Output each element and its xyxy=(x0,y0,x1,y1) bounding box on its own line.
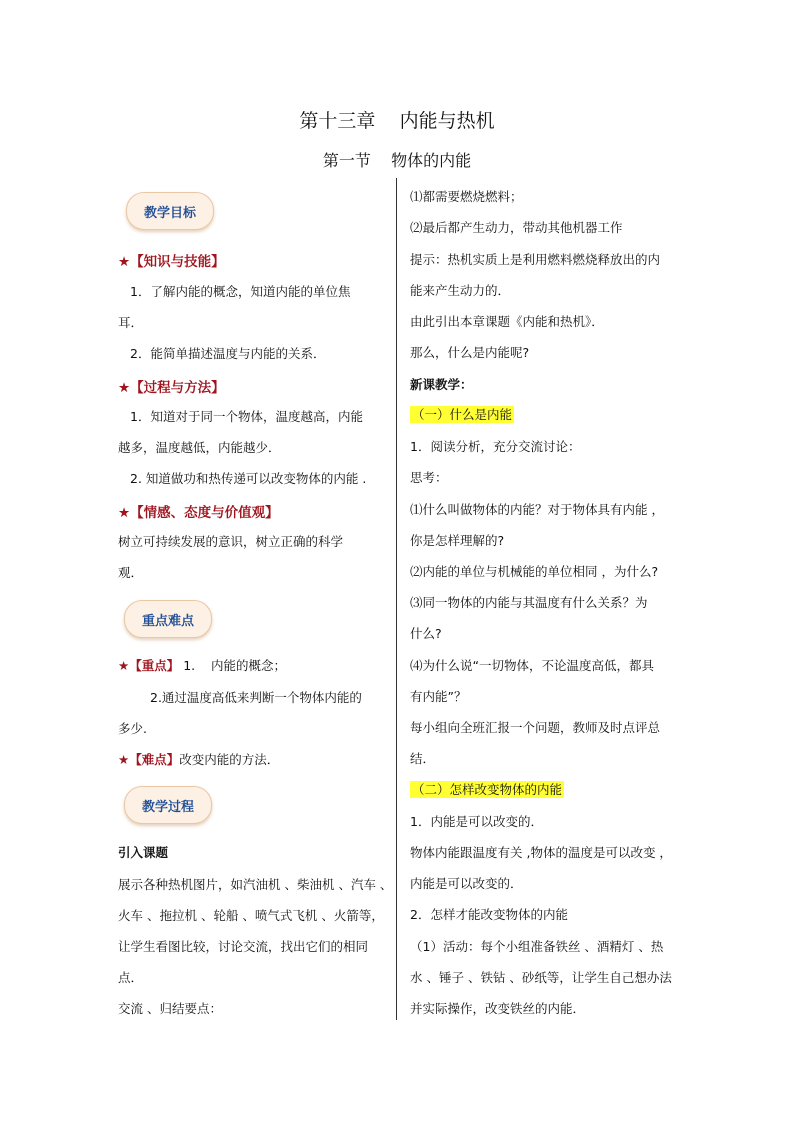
hint-line-cont: 能来产生动力的． xyxy=(410,283,511,298)
part-1-highlight: （一）什么是内能 xyxy=(412,407,513,422)
difficulty-label: ★【难点】 xyxy=(118,752,180,767)
emotion-item: 树立可持续发展的意识，树立正确的科学 xyxy=(118,534,344,549)
question-1-cont: 你是怎样理解的? xyxy=(410,533,505,548)
intro-line-2: 火车 、拖拉机 、轮船 、喷气式飞机 、火箭等， xyxy=(118,908,384,923)
key-label: ★【重点】 xyxy=(118,658,180,673)
hint-line: 提示：热机实质上是利用燃料燃烧释放出的内 xyxy=(410,252,661,267)
difficulty-line xyxy=(118,750,279,768)
intro-line-4: 点． xyxy=(118,970,144,985)
emotion-item-cont: 观． xyxy=(118,565,144,580)
part-2-heading xyxy=(410,780,564,798)
question-3-cont: 什么? xyxy=(410,626,442,641)
new-lesson-heading: 新课教学： xyxy=(410,377,473,392)
question-4-cont: 有内能”？ xyxy=(410,689,467,704)
section-title: 第一节 物体的内能 xyxy=(322,151,472,170)
key-point-2-cont: 多少. xyxy=(118,721,147,736)
chapter-title: 第十三章 内能与热机 xyxy=(299,110,495,132)
part-2-highlight: （二）怎样改变物体的内能 xyxy=(412,782,563,797)
keypoints-badge: 重点难点 xyxy=(124,600,212,638)
objectives-badge: 教学目标 xyxy=(126,192,214,230)
emotion-heading: ★【情感、态度与价值观】 xyxy=(118,505,279,521)
process-heading: ★【过程与方法】 xyxy=(118,380,225,396)
feature-2: ⑵最后都产生动力，带动其他机器工作 xyxy=(410,220,623,235)
process-item-1-cont: 越多，温度越低，内能越少． xyxy=(118,440,281,455)
process-item-1: 1．知道对于同一个物体，温度越高，内能 xyxy=(130,409,363,424)
change-line-3: 2．怎样才能改变物体的内能 xyxy=(410,907,568,922)
activity-line-3: 并实际操作，改变铁丝的内能． xyxy=(410,1001,586,1016)
intro-line-3: 让学生看图比较，讨论交流，找出它们的相同 xyxy=(118,939,369,954)
knowledge-heading: ★【知识与技能】 xyxy=(118,254,225,270)
knowledge-item-1-cont: 耳． xyxy=(118,315,144,330)
intro-heading: 引入课题 xyxy=(118,845,169,860)
think-label: 思考： xyxy=(410,470,448,485)
process-badge: 教学过程 xyxy=(124,786,212,824)
topic-line: 由此引出本章课题《内能和热机》． xyxy=(410,314,604,329)
activity-line-2: 水 、锤子 、铁钻 、砂纸等，让学生自己想办法 xyxy=(410,970,672,985)
question-line: 那么，什么是内能呢? xyxy=(410,345,530,360)
group-report-cont: 结． xyxy=(410,751,436,766)
activity-line-1: （1）活动：每个小组准备铁丝 、酒精灯 、热 xyxy=(410,939,664,954)
group-report: 每小组向全班汇报一个问题，教师及时点评总 xyxy=(410,720,661,735)
discussion-intro: 1．阅读分析，充分交流讨论： xyxy=(410,439,581,454)
question-3: ⑶同一物体的内能与其温度有什么关系？为 xyxy=(410,595,648,610)
intro-line-5: 交流 、归结要点： xyxy=(118,1001,222,1016)
part-1-heading xyxy=(410,405,514,423)
key-point-1: 1. 内能的概念； xyxy=(183,658,287,673)
knowledge-item-2: 2．能简单描述温度与内能的关系． xyxy=(130,346,326,361)
change-line-2-cont: 内能是可以改变的． xyxy=(410,876,523,891)
column-divider xyxy=(396,178,397,1020)
feature-1: ⑴都需要燃烧燃料； xyxy=(410,189,523,204)
question-1: ⑴什么叫做物体的内能？对于物体具有内能 ， xyxy=(410,502,664,517)
change-line-2: 物体内能跟温度有关 ,物体的温度是可以改变 ， xyxy=(410,845,672,860)
key-point-2: 2.通过温度高低来判断一个物体内能的 xyxy=(150,690,362,705)
difficulty-text: 改变内能的方法． xyxy=(179,752,280,767)
change-line-1: 1．内能是可以改变的． xyxy=(410,814,543,829)
key-point-line xyxy=(118,656,286,674)
process-item-2: 2. 知道做功和热传递可以改变物体的内能 . xyxy=(130,471,367,486)
knowledge-item-1: 1．了解内能的概念，知道内能的单位焦 xyxy=(130,284,351,299)
question-2: ⑵内能的单位与机械能的单位相同 ，为什么? xyxy=(410,564,659,579)
intro-line-1: 展示各种热机图片，如汽油机 、柴油机 、汽车 、 xyxy=(118,877,393,892)
question-4: ⑷为什么说“一切物体，不论温度高低，都具 xyxy=(410,658,654,673)
